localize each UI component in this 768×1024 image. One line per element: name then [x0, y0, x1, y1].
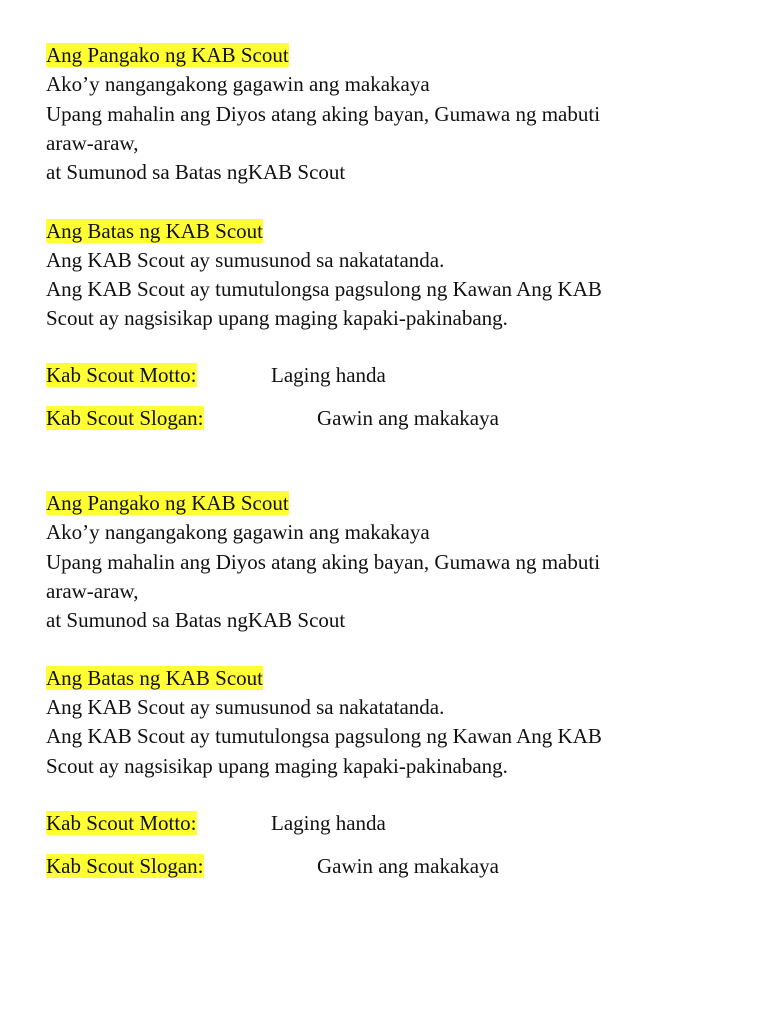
slogan-label	[46, 404, 204, 433]
law-heading	[46, 664, 263, 693]
pledge-line: Upang mahalin ang Diyos atang aking bayan, Gumawa ng mabuti	[46, 102, 601, 126]
law-line: Scout ay nagsisikap upang maging kapaki-pakinabang.	[46, 306, 508, 330]
law-line: Scout ay nagsisikap upang maging kapaki-pakinabang.	[46, 754, 508, 778]
law-heading	[46, 217, 263, 246]
slogan-label-text: Kab Scout Slogan:	[46, 406, 204, 430]
pledge-heading	[46, 489, 289, 518]
pledge-line: Ako’y nangangakong gagawin ang makakaya	[46, 72, 430, 96]
law-line: Ang KAB Scout ay tumutulongsa pagsulong ng Kawan Ang KAB	[46, 724, 602, 748]
motto-value: Laging handa	[271, 811, 386, 835]
law-line: Ang KAB Scout ay tumutulongsa pagsulong ng Kawan Ang KAB	[46, 277, 602, 301]
motto-label-text: Kab Scout Motto:	[46, 363, 197, 387]
law-line: Ang KAB Scout ay sumusunod sa nakatatanda.	[46, 248, 445, 272]
motto-label	[46, 361, 197, 390]
pledge-line: Upang mahalin ang Diyos atang aking bayan, Gumawa ng mabuti	[46, 550, 601, 574]
motto-label-text: Kab Scout Motto:	[46, 811, 197, 835]
pledge-line: Ako’y nangangakong gagawin ang makakaya	[46, 520, 430, 544]
pledge-line: araw-araw,	[46, 131, 139, 155]
slogan-value: Gawin ang makakaya	[317, 854, 499, 878]
pledge-heading-text: Ang Pangako ng KAB Scout	[46, 43, 289, 67]
pledge-heading-text: Ang Pangako ng KAB Scout	[46, 491, 289, 515]
pledge-line: araw-araw,	[46, 579, 139, 603]
law-line: Ang KAB Scout ay sumusunod sa nakatatanda.	[46, 695, 445, 719]
slogan-label	[46, 852, 204, 881]
law-heading-text: Ang Batas ng KAB Scout	[46, 219, 263, 243]
pledge-line: at Sumunod sa Batas ngKAB Scout	[46, 160, 346, 184]
slogan-label-text: Kab Scout Slogan:	[46, 854, 204, 878]
pledge-heading	[46, 41, 289, 70]
motto-value: Laging handa	[271, 363, 386, 387]
slogan-value: Gawin ang makakaya	[317, 406, 499, 430]
pledge-line: at Sumunod sa Batas ngKAB Scout	[46, 608, 346, 632]
law-heading-text: Ang Batas ng KAB Scout	[46, 666, 263, 690]
motto-label	[46, 809, 197, 838]
